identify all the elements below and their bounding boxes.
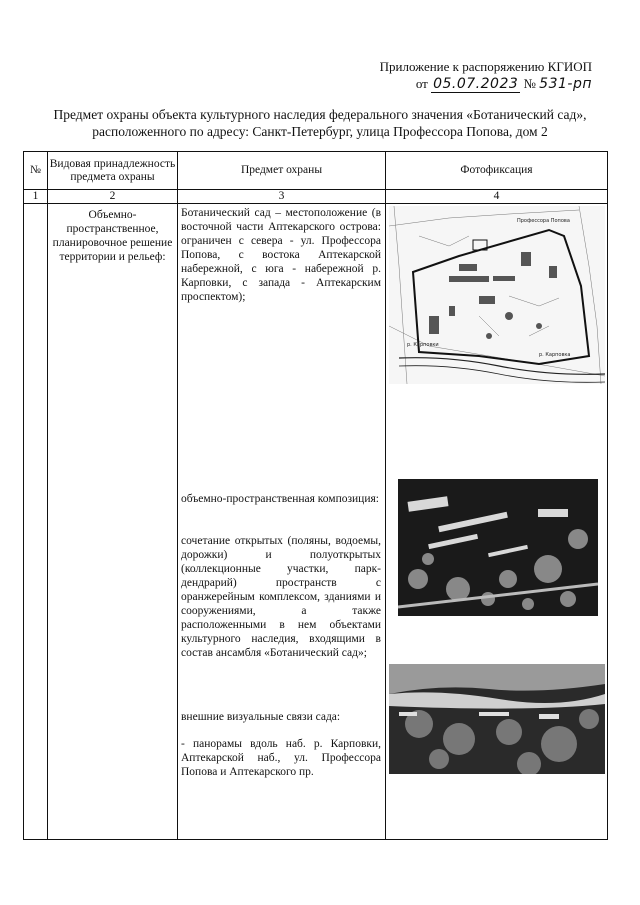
map-label-river: р. Карповки (407, 342, 439, 348)
col-number-1: 1 (24, 190, 48, 204)
col-number-4: 4 (386, 190, 608, 204)
annex-number-sign: № (523, 76, 536, 91)
category-cell: Объемно-пространственное, планировочное решение территории и рельеф: (48, 204, 178, 840)
table-row (24, 204, 608, 840)
annex-header (380, 58, 592, 93)
subject-location: Ботанический сад – местоположение (в восточной части Аптекарского острова: ограничен с севера - ул. Профессора Попова, с востока Аптекарской набережной, с юга - набережной р. Карповки, с запада - Аптекарским проспектом); (181, 207, 381, 303)
header-number: № (24, 152, 48, 190)
subject-spaces: сочетание открытых (поляны, водоемы, дорожки) и полуоткрытых (коллекционные участки, парк-дендрарий) пространств с оранжерейным комплексом, зданиями и сооружениями, а также расположенными в нем объектами культурного наследия, входящими в состав ансамбля «Ботанический сад»; (181, 535, 381, 659)
panorama-photo (389, 664, 605, 774)
map-label-river-2: р. Карповка (539, 352, 571, 358)
subject-panoramas: - панорамы вдоль наб. р. Карповки, Аптекарской наб., ул. Профессора Попова и Аптекарского пр. (181, 738, 381, 778)
document-title (40, 106, 600, 140)
map-label-street: Профессора Попова (517, 218, 570, 224)
col-number-3: 3 (178, 190, 386, 204)
aerial-photo-garden (398, 479, 598, 616)
annex-number: 531-рп (539, 76, 592, 92)
photo-cell (386, 204, 608, 840)
header-category: Видовая принадлежность предмета охраны (48, 152, 178, 190)
subject-composition: объемно-пространственная композиция: (181, 493, 379, 505)
annex-from: от (415, 76, 428, 91)
annex-date: 05.07.2023 (433, 76, 519, 92)
subject-cell (178, 204, 386, 840)
column-number-row (24, 190, 608, 204)
col-number-2: 2 (48, 190, 178, 204)
title-line-1: Предмет охраны объекта культурного наследия федерального значения «Ботанический сад», (53, 107, 587, 122)
protection-table (23, 151, 608, 840)
header-photo: Фотофиксация (386, 152, 608, 190)
title-line-2: расположенного по адресу: Санкт-Петербург, улица Профессора Попова, дом 2 (92, 124, 548, 139)
site-plan-map (389, 206, 605, 384)
subject-visual-links: внешние визуальные связи сада: (181, 711, 341, 723)
annex-date-line (380, 75, 592, 93)
annex-line: Приложение к распоряжению КГИОП (379, 59, 592, 74)
row-number-cell (24, 204, 48, 840)
header-subject: Предмет охраны (178, 152, 386, 190)
table-header-row (24, 152, 608, 190)
